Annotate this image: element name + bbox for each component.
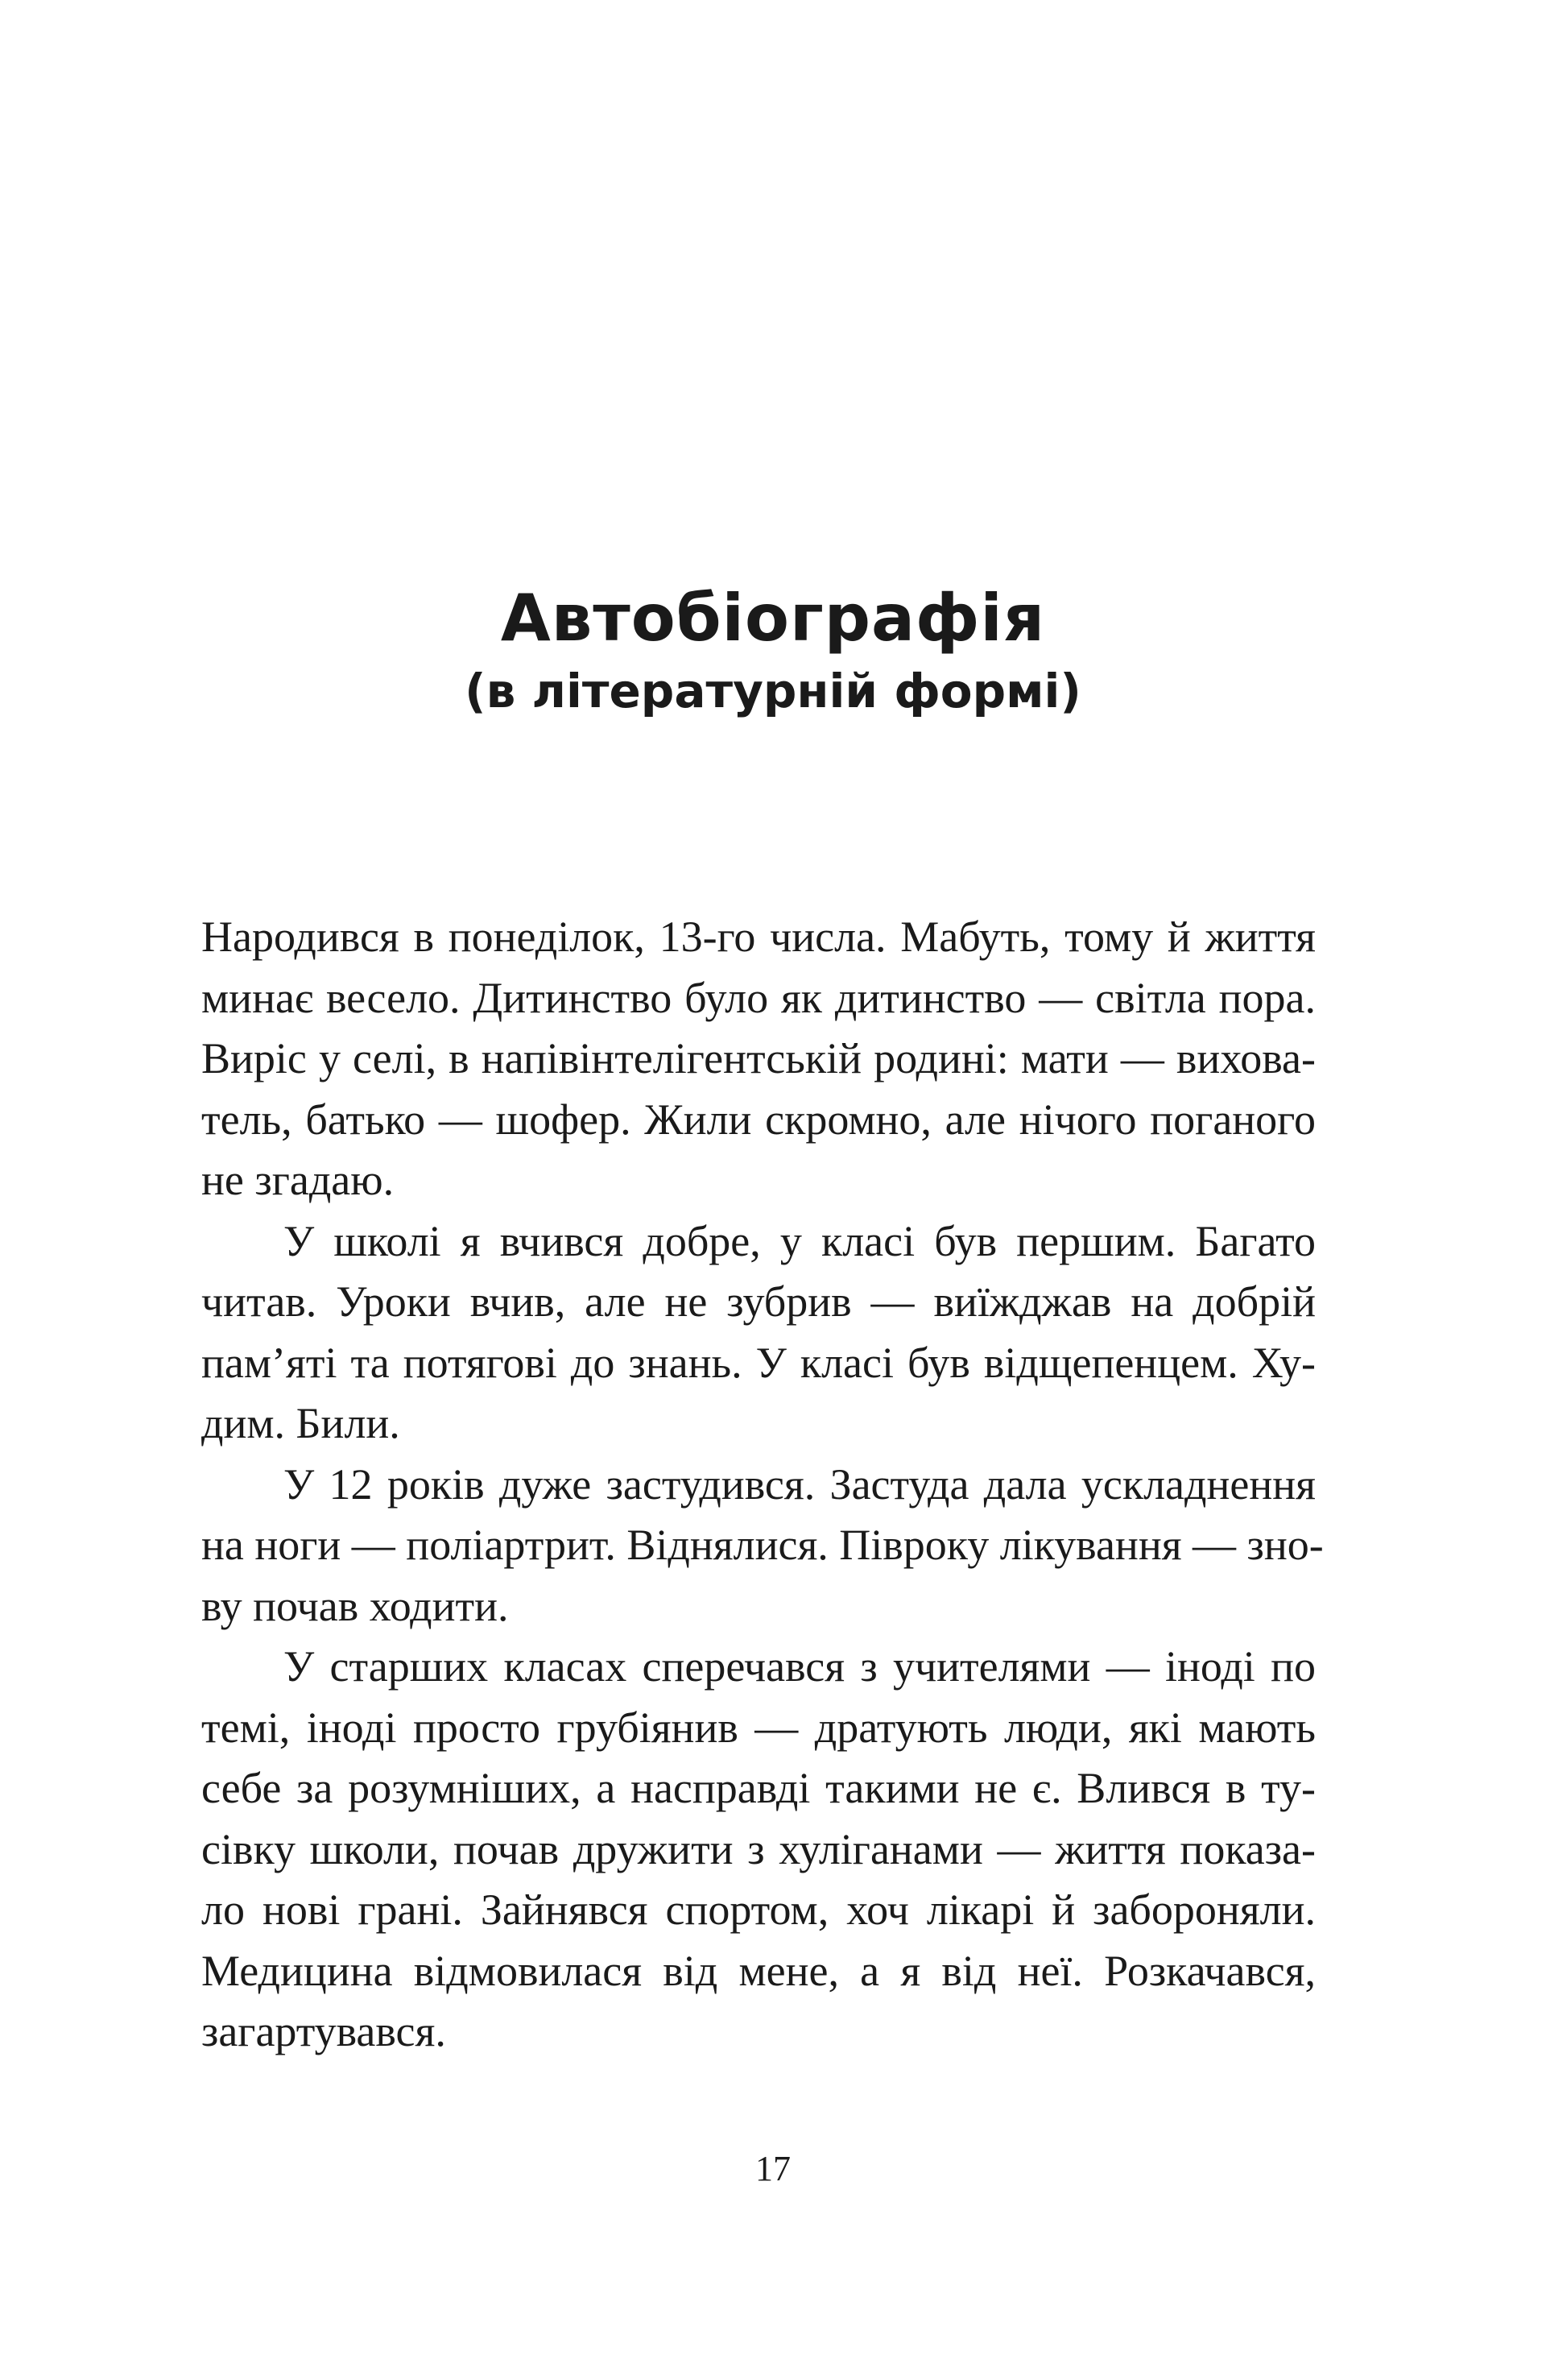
page-number: 17 <box>755 2149 791 2188</box>
paragraph <box>201 1211 1316 1455</box>
chapter-title: Автобіографія <box>500 581 1046 656</box>
text-line: тель, батько — шофер. Жили скромно, але нічого поганого <box>201 1095 1316 1144</box>
text-line: ло нові грані. Зайнявся спортом, хоч лікарі й забороняли. <box>201 1885 1316 1934</box>
text-line: пам’яті та потягові до знань. У класі був відщепенцем. Ху- <box>201 1338 1316 1387</box>
text-line: Медицина відмовилася від мене, а я від неї. Розкачався, <box>201 1946 1316 1995</box>
text-line: темі, іноді просто грубіянив — дратують люди, які мають <box>201 1703 1316 1752</box>
text-line: минає весело. Дитинство було як дитинство — світла пора. <box>201 973 1316 1022</box>
text-line: загартувався. <box>201 2007 446 2055</box>
text-line: ву почав ходити. <box>201 1581 509 1630</box>
text-line: себе за розумніших, а насправді такими не є. Влився в ту- <box>201 1764 1316 1812</box>
text-line: У 12 років дуже застудився. Застуда дала ускладнення <box>283 1459 1316 1509</box>
body-text <box>201 907 1324 2063</box>
text-line: У старших класах сперечався з учителями — іноді по <box>283 1642 1316 1691</box>
text-line: Народився в понеділок, 13-го числа. Мабуть, тому й життя <box>201 913 1316 961</box>
text-line: не згадаю. <box>201 1156 395 1204</box>
text-line: сівку школи, почав дружити з хуліганами — життя показа- <box>201 1824 1316 1873</box>
chapter-subtitle: (в літературній формі) <box>465 664 1081 718</box>
paragraph <box>201 907 1316 1211</box>
text-line: Виріс у селі, в напівінтелігентській родині: мати — вихова- <box>201 1034 1316 1082</box>
text-line: читав. Уроки вчив, але не зубрив — виїжджав на добрій <box>201 1277 1316 1326</box>
paragraph <box>201 1637 1316 2063</box>
text-line: на ноги — поліартрит. Віднялися. Півроку лікування — зно- <box>201 1521 1324 1569</box>
text-line: дим. Били. <box>201 1399 400 1447</box>
text-line: У школі я вчився добре, у класі був першим. Багато <box>283 1216 1316 1265</box>
paragraph <box>201 1455 1324 1637</box>
chapter-heading <box>0 580 1546 722</box>
